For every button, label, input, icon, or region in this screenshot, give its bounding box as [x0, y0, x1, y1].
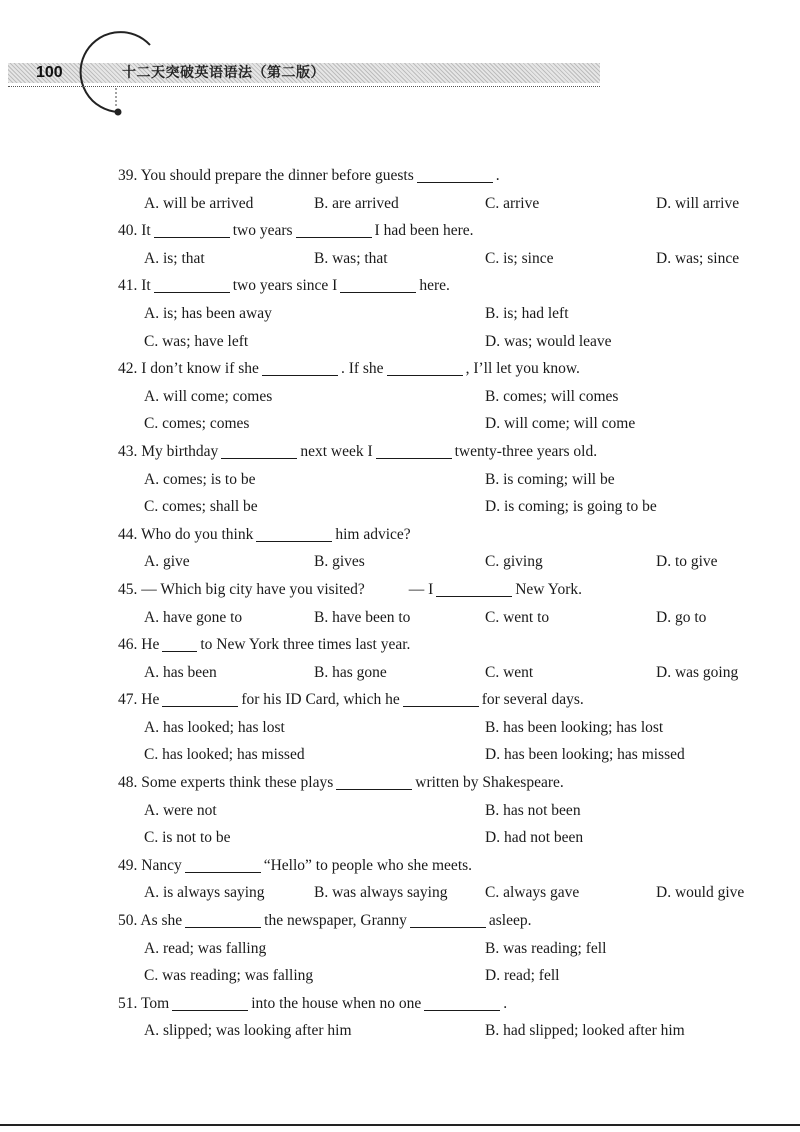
option-b[interactable]: B. is; had left — [485, 304, 569, 322]
option-d[interactable]: D. is coming; is going to be — [485, 498, 657, 516]
options-47-cont — [118, 741, 758, 769]
question-39 — [118, 162, 758, 190]
options-46 — [118, 659, 758, 687]
answer-blank[interactable] — [185, 856, 261, 873]
question-44 — [118, 521, 758, 549]
option-b[interactable]: B. had slipped; looked after him — [485, 1022, 685, 1040]
options-41-cont — [118, 328, 758, 356]
question-text: for his ID Card, which he — [241, 691, 400, 709]
option-c[interactable]: C. is not to be — [144, 829, 231, 847]
option-b[interactable]: B. gives — [314, 553, 365, 571]
question-text: — I — [408, 580, 434, 598]
question-text: written by Shakespeare. — [415, 774, 564, 792]
option-b[interactable]: B. has been looking; has lost — [485, 718, 664, 736]
option-b[interactable]: B. has not been — [485, 801, 581, 819]
question-number: 43. — [118, 442, 138, 460]
question-49 — [118, 852, 758, 880]
question-text: . — [495, 167, 500, 184]
question-text: , I’ll let you know. — [465, 360, 580, 378]
header-dotted-rule — [8, 86, 600, 87]
answer-blank[interactable] — [336, 773, 412, 790]
options-51 — [118, 1017, 758, 1045]
question-text: As she — [140, 912, 183, 930]
answer-blank[interactable] — [262, 359, 338, 376]
option-a[interactable]: A. comes; is to be — [144, 470, 256, 488]
options-41 — [118, 300, 758, 328]
option-c[interactable]: C. went — [485, 663, 534, 681]
answer-blank[interactable] — [296, 221, 372, 238]
options-43 — [118, 466, 758, 494]
option-d[interactable]: D. would give — [656, 884, 745, 902]
answer-blank[interactable] — [410, 911, 486, 928]
question-45 — [118, 576, 758, 604]
option-c[interactable]: C. was; have left — [144, 332, 249, 350]
option-a[interactable]: A. has looked; has lost — [144, 718, 285, 736]
option-b[interactable]: B. are arrived — [314, 194, 399, 212]
options-42-cont — [118, 410, 758, 438]
question-number: 39. — [118, 167, 138, 184]
option-a[interactable]: A. is; has been away — [144, 304, 272, 322]
question-51 — [118, 990, 758, 1018]
options-48-cont — [118, 824, 758, 852]
question-text: Tom — [140, 994, 170, 1012]
option-a[interactable]: A. will come; comes — [144, 387, 273, 405]
option-c[interactable]: C. always gave — [485, 884, 580, 902]
options-50-cont — [118, 962, 758, 990]
question-43 — [118, 438, 758, 466]
option-a[interactable]: A. have gone to — [144, 608, 243, 626]
question-text: . — [503, 994, 508, 1012]
question-number: 51. — [118, 994, 138, 1012]
option-a[interactable]: A. were not — [144, 801, 217, 819]
book-title: 十二天突破英语语法（第二版） — [122, 65, 325, 81]
option-b[interactable]: B. was reading; fell — [485, 939, 607, 957]
option-c[interactable]: C. comes; shall be — [144, 498, 258, 516]
option-a[interactable]: A. has been — [144, 663, 217, 681]
option-c[interactable]: C. giving — [485, 553, 543, 571]
question-text: into the house when no one — [251, 994, 422, 1012]
answer-blank[interactable] — [162, 635, 197, 652]
option-c[interactable]: C. has looked; has missed — [144, 746, 305, 764]
option-d[interactable]: D. will arrive — [656, 194, 740, 212]
page-header — [0, 0, 800, 120]
option-d[interactable]: D. had not been — [485, 829, 584, 847]
question-text: asleep. — [488, 912, 532, 930]
question-48 — [118, 769, 758, 797]
options-47 — [118, 714, 758, 742]
option-d[interactable]: D. was; would leave — [485, 332, 612, 350]
question-text: “Hello” to people who she meets. — [263, 856, 473, 874]
option-d[interactable]: D. go to — [656, 608, 707, 626]
option-a[interactable]: A. is; that — [144, 249, 205, 267]
page-bottom-edge — [0, 1124, 800, 1126]
options-44 — [118, 548, 758, 576]
question-number: 49. — [118, 856, 138, 874]
answer-blank[interactable] — [185, 911, 261, 928]
option-c[interactable]: C. is; since — [485, 249, 554, 267]
question-text: next week I — [300, 442, 373, 460]
question-text: — Which big city have you visited? — [141, 580, 365, 598]
option-a[interactable]: A. give — [144, 553, 190, 571]
option-b[interactable]: B. is coming; will be — [485, 470, 615, 488]
question-text: twenty-three years old. — [454, 442, 598, 460]
option-d[interactable]: D. to give — [656, 553, 718, 571]
option-c[interactable]: C. arrive — [485, 194, 540, 212]
option-a[interactable]: A. slipped; was looking after him — [144, 1022, 352, 1040]
answer-blank[interactable] — [436, 580, 512, 597]
question-42 — [118, 355, 758, 383]
question-text: It — [141, 222, 151, 240]
question-number: 42. — [118, 360, 138, 378]
question-41 — [118, 272, 758, 300]
question-text: him advice? — [335, 525, 411, 543]
question-text: He — [141, 636, 160, 654]
options-48 — [118, 797, 758, 825]
question-number: 48. — [118, 774, 138, 792]
options-43-cont — [118, 493, 758, 521]
question-text: Some experts think these plays — [141, 774, 334, 792]
answer-blank[interactable] — [162, 690, 238, 707]
question-number: 44. — [118, 525, 138, 543]
answer-blank[interactable] — [403, 690, 479, 707]
question-text: New York. — [515, 580, 582, 598]
question-text: My birthday — [141, 442, 219, 460]
answer-blank[interactable] — [417, 166, 493, 183]
question-text: Who do you think — [140, 525, 254, 543]
answer-blank[interactable] — [221, 442, 297, 459]
option-a[interactable]: A. is always saying — [144, 884, 265, 902]
question-text: I don’t know if she — [141, 360, 259, 378]
option-d[interactable]: D. read; fell — [485, 967, 560, 985]
option-c[interactable]: C. comes; comes — [144, 415, 250, 433]
page-number: 100 — [36, 64, 63, 81]
option-b[interactable]: B. have been to — [314, 608, 411, 626]
answer-blank[interactable] — [387, 359, 463, 376]
options-49 — [118, 879, 758, 907]
answer-blank[interactable] — [424, 994, 500, 1011]
question-50 — [118, 907, 758, 935]
question-number: 41. — [118, 277, 138, 295]
options-45 — [118, 604, 758, 632]
answer-blank[interactable] — [376, 442, 452, 459]
options-42 — [118, 383, 758, 411]
options-40 — [118, 245, 758, 273]
question-text: You should prepare the dinner before guests — [140, 167, 414, 184]
option-b[interactable]: B. comes; will comes — [485, 387, 619, 405]
question-text: the newspaper, Granny — [264, 912, 407, 930]
option-b[interactable]: B. was; that — [314, 249, 388, 267]
question-text: I had been here. — [374, 222, 474, 240]
question-number: 50. — [118, 912, 138, 930]
option-a[interactable]: A. read; was falling — [144, 939, 267, 957]
options-39 — [118, 190, 758, 218]
question-list — [118, 162, 758, 1045]
question-number: 47. — [118, 691, 138, 709]
option-b[interactable]: B. was always saying — [314, 884, 448, 902]
question-text: . If she — [340, 360, 384, 378]
question-text: It — [141, 277, 151, 295]
question-text: to New York three times last year. — [200, 636, 411, 654]
answer-blank[interactable] — [154, 221, 230, 238]
option-a[interactable]: A. will be arrived — [144, 194, 254, 212]
question-text: two years since I — [232, 277, 338, 295]
answer-blank[interactable] — [256, 525, 332, 542]
options-50 — [118, 935, 758, 963]
question-number: 40. — [118, 222, 138, 240]
header-ornament — [0, 0, 800, 120]
option-c[interactable]: C. went to — [485, 608, 550, 626]
question-number: 45. — [118, 580, 138, 598]
option-d[interactable]: D. has been looking; has missed — [485, 746, 685, 764]
question-number: 46. — [118, 636, 138, 654]
question-47 — [118, 686, 758, 714]
option-b[interactable]: B. has gone — [314, 663, 387, 681]
answer-blank[interactable] — [172, 994, 248, 1011]
question-text: here. — [419, 277, 450, 295]
question-text: He — [141, 691, 160, 709]
question-46 — [118, 631, 758, 659]
answer-blank[interactable] — [340, 276, 416, 293]
option-c[interactable]: C. was reading; was falling — [144, 967, 314, 985]
answer-blank[interactable] — [154, 276, 230, 293]
question-text: Nancy — [141, 856, 182, 874]
option-d[interactable]: D. will come; will come — [485, 415, 636, 433]
option-d[interactable]: D. was; since — [656, 249, 740, 267]
option-d[interactable]: D. was going — [656, 663, 739, 681]
question-text: two years — [232, 222, 293, 240]
question-40 — [118, 217, 758, 245]
question-text: for several days. — [481, 691, 584, 709]
